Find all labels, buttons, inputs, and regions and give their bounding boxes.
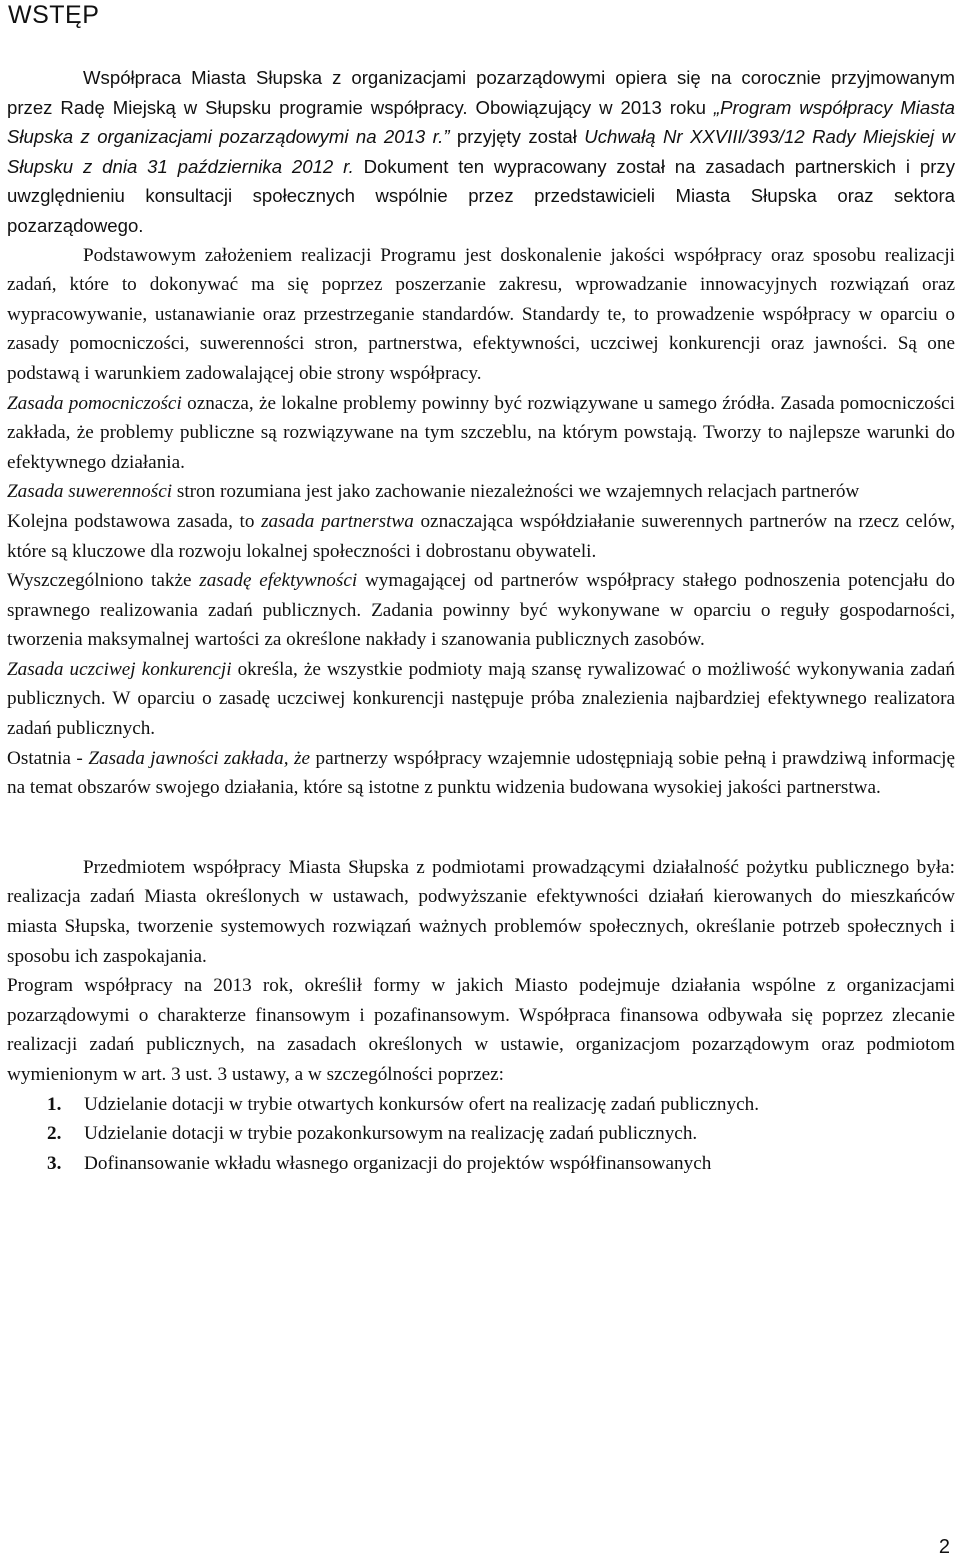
list-item [7, 1119, 955, 1149]
list-item-text: Dofinansowanie wkładu własnego organizacji do projektów współfinansowanych [84, 1152, 712, 1174]
paragraph-program-forms: Program współpracy na 2013 rok, określił formy w jakich Miasto podejmuje działania wspólne z organizacjami pozarządowymi o charakterze finansowym i pozafinansowym. Współpraca finansowa odbywała się poprzez zlecanie realizacji zadań publicznych, na zasadach określonych w ustawie, organizacjom pozarządowym oraz podmiotom wymienionym w art. 3 ust. 3 ustawy, a w szczególności poprzez: [7, 975, 955, 1085]
paragraph-transparency [7, 744, 955, 803]
intro-text-2: przyjęty został [449, 126, 585, 148]
resolution-reference: Uchwałą Nr XXVIII/393/12 Rady Miejskiej w Słupsku z dnia 31 października 2012 r. [7, 126, 955, 177]
list-item-text: Udzielanie dotacji w trybie pozakonkursowym na realizację zadań publicznych. [84, 1123, 698, 1145]
transparency-text-2: partnerzy współpracy wzajemnie udostępniają sobie pełną i prawdziwą informację na temat obszarów swojego działania, które są istotne z punktu widzenia budowana wysokiej jakości partnerstwa. [7, 747, 955, 799]
list-item-text: Udzielanie dotacji w trybie otwartych konkursów ofert na realizację zadań publicznych. [84, 1093, 760, 1115]
intro-text-3: Dokument ten wypracowany został na zasadach partnerskich i przy uwzględnieniu konsultacji społecznych wspólnie przez przedstawicieli Miasta Słupska oraz sektora pozarządowego. [7, 155, 955, 236]
competition-text: określa, że wszystkie podmioty mają szansę rywalizować o możliwość wykonywania zadań publicznych. W oparciu o zasadę uczciwej konkurencji następuje próba znalezienia najbardziej efektywnego realizatora zadań publicznych. [7, 658, 955, 740]
paragraph-partnership [7, 507, 955, 566]
page-number: 2 [938, 1536, 950, 1558]
paragraph-gap [7, 803, 955, 853]
list-item-number: 3. [47, 1152, 62, 1174]
paragraph-subsidiarity [7, 389, 955, 478]
list-item-number: 2. [47, 1123, 62, 1145]
list-item [7, 1149, 955, 1179]
sovereignty-text: stron rozumiana jest jako zachowanie niezależności we wzajemnych relacjach partnerów [172, 481, 860, 503]
efficiency-text-2: wymagającej od partnerów współpracy stałego podnoszenia potencjału do sprawnego realizowania zadań publicznych. Zadania powinny być wykonywane w oparciu o reguły gospodarności, tworzenia maksymalnej wartości za określone nakłady i szanowania publicznych zasobów. [7, 570, 955, 651]
paragraph-efficiency [7, 566, 955, 655]
intro-text-1: Współpraca Miasta Słupska z organizacjami pozarządowymi opiera się na corocznie przyjmowanym przez Radę Miejską w Słupsku programie współpracy. Obowiązujący w 2013 roku [7, 67, 955, 118]
forms-list [7, 1090, 955, 1179]
sovereignty-term: Zasada suwerenności [7, 481, 173, 503]
subsidiarity-term: Zasada pomocniczości [7, 392, 182, 414]
competition-term: Zasada uczciwej konkurencji [7, 658, 232, 680]
paragraph-subject: Przedmiotem współpracy Miasta Słupska z podmiotami prowadzącymi działalność pożytku publicznego była: realizacja zadań Miasta określonych w ustawach, podwyższanie efektywności działań kierowanych do mieszkańców miasta Słupska, tworzenie systemowych rozwiązań ważnych problemów społecznych, określanie potrzeb społecznych i sposobu ich zaspokajania. [7, 856, 955, 967]
paragraph-competition [7, 655, 955, 744]
transparency-term: Zasada jawności zakłada, że [88, 747, 310, 769]
paragraph-principles: Podstawowym założeniem realizacji Programu jest doskonalenie jakości współpracy oraz sposobu realizacji zadań, które to dokonywać ma się poprzez poszerzanie zakresu, wprowadzanie innowacyjnych rozwiązań oraz wypracowywanie, ustanawianie oraz przestrzeganie standardów. Standardy te, to prowadzenie współpracy w oparciu o zasady pomocniczości, suwerenności stron, partnerstwa, efektywności, uczciwej konkurencji oraz jawności. Są one podstawą i warunkiem zadowalającej obie strony współpracy. [7, 244, 955, 384]
document-body [7, 63, 955, 1178]
program-title: „Program współpracy Miasta Słupska z organizacjami pozarządowymi na 2013 r.” [7, 96, 955, 148]
partnership-text-2: oznaczająca współdziałanie suwerennych partnerów na rzecz celów, które są kluczowe dla rozwoju lokalnej społeczności i dobrostanu obywateli. [7, 510, 956, 562]
paragraph-intro [7, 63, 955, 241]
subsidiarity-text: oznacza, że lokalne problemy powinny być rozwiązywane u samego źródła. Zasada pomocniczości zakłada, że problemy publiczne są rozwiązywane na tym szczeblu, na którym powstają. Tworzy to najlepsze warunki do efektywnego działania. [7, 392, 956, 473]
partnership-text-1: Kolejna podstawowa zasada, to [7, 510, 262, 532]
list-item [7, 1090, 955, 1120]
paragraph-sovereignty [7, 477, 955, 507]
efficiency-text-1: Wyszczególniono także [7, 570, 200, 592]
partnership-term: zasada partnerstwa [261, 510, 414, 532]
list-item-number: 1. [47, 1093, 62, 1115]
transparency-text-1: Ostatnia - [7, 747, 89, 769]
efficiency-term: zasadę efektywności [199, 570, 358, 592]
section-heading: WSTĘP [8, 1, 100, 29]
